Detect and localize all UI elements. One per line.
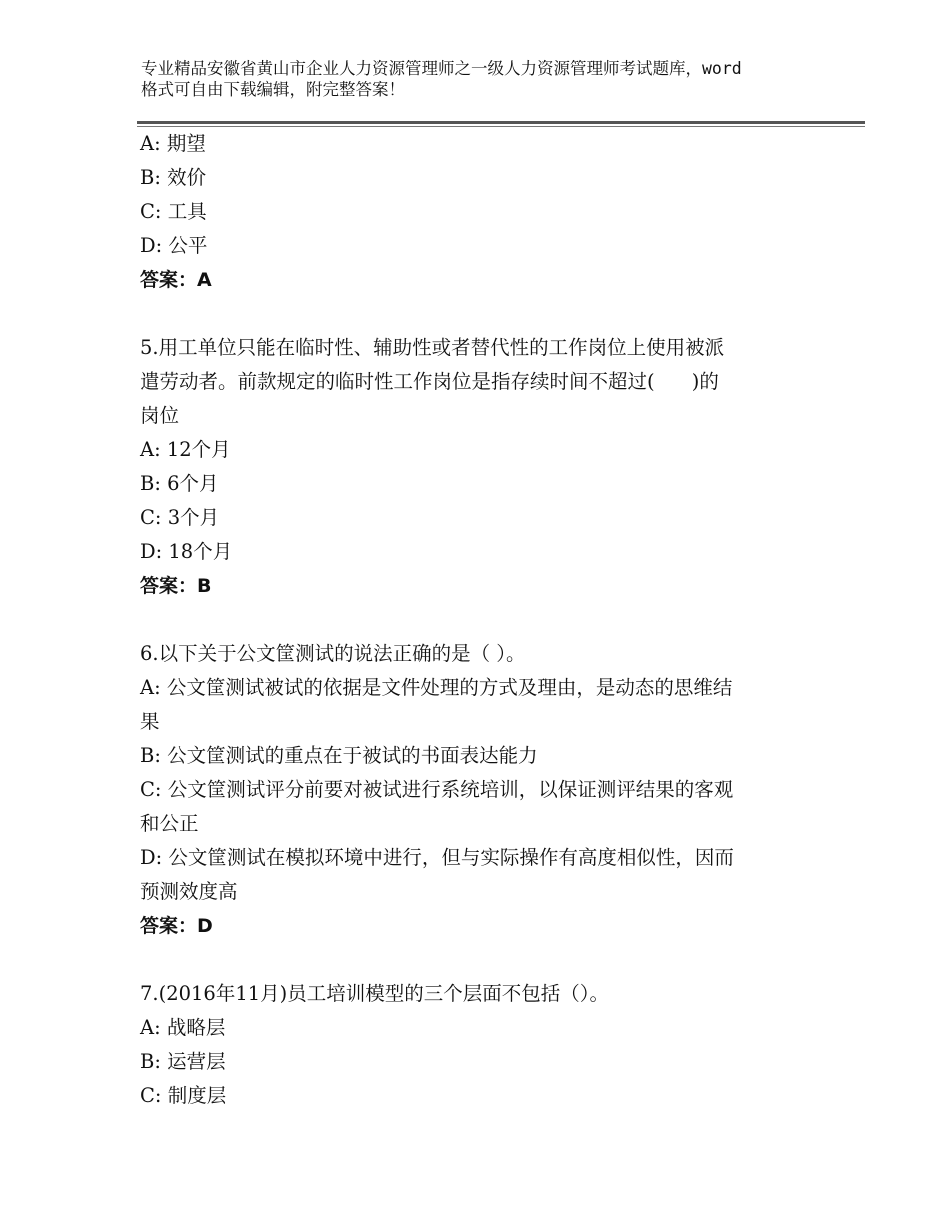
q7-stem: 7.(2016年11月)员工培训模型的三个层面不包括（）。 <box>140 982 610 1005</box>
q5-answer: 答案：B <box>140 575 212 597</box>
q5-stem-line-2: 遣劳动者。前款规定的临时性工作岗位是指存续时间不超过( )的 <box>140 370 719 393</box>
spacer <box>140 943 830 977</box>
q5-stem-line-3: 岗位 <box>140 404 180 427</box>
q5-stem-line-1: 5.用工单位只能在临时性、辅助性或者替代性的工作岗位上使用被派 <box>140 336 725 359</box>
q6-stem: 6.以下关于公文筐测试的说法正确的是（ ）。 <box>140 642 526 665</box>
q4-answer: 答案：A <box>140 269 212 291</box>
q6-option-a-line-2: 果 <box>140 710 160 733</box>
header-line-2: 格式可自由下载编辑，附完整答案！ <box>141 80 405 99</box>
q5-option-d: D: 18个月 <box>140 540 233 563</box>
q4-option-b: B: 效价 <box>140 166 207 189</box>
q5-option-c: C: 3个月 <box>140 506 220 529</box>
q4-option-c: C: 工具 <box>140 200 207 223</box>
q6-option-a-line-1: A: 公文筐测试被试的依据是文件处理的方式及理由，是动态的思维结 <box>140 676 733 699</box>
spacer <box>140 603 830 637</box>
q6-option-c-line-2: 和公正 <box>140 812 199 835</box>
q4-option-d: D: 公平 <box>140 234 208 257</box>
q6-option-d-line-1: D: 公文筐测试在模拟环境中进行，但与实际操作有高度相似性，因而 <box>140 846 734 869</box>
q6-option-c-line-1: C: 公文筐测试评分前要对被试进行系统培训，以保证测评结果的客观 <box>140 778 734 801</box>
q5-option-a: A: 12个月 <box>140 438 231 461</box>
q6-answer: 答案：D <box>140 915 213 937</box>
header-line-1: 专业精品安徽省黄山市企业人力资源管理师之一级人力资源管理师考试题库，word <box>141 59 742 78</box>
question-content <box>140 127 830 1113</box>
q6-option-b: B: 公文筐测试的重点在于被试的书面表达能力 <box>140 744 538 767</box>
q5-option-b: B: 6个月 <box>140 472 219 495</box>
document-header <box>141 58 831 100</box>
q7-option-c: C: 制度层 <box>140 1084 227 1107</box>
q4-option-a: A: 期望 <box>140 132 206 155</box>
q7-option-b: B: 运营层 <box>140 1050 226 1073</box>
spacer <box>140 297 830 331</box>
header-divider-thick <box>137 121 865 124</box>
q6-option-d-line-2: 预测效度高 <box>140 880 238 903</box>
q7-option-a: A: 战略层 <box>140 1016 226 1039</box>
